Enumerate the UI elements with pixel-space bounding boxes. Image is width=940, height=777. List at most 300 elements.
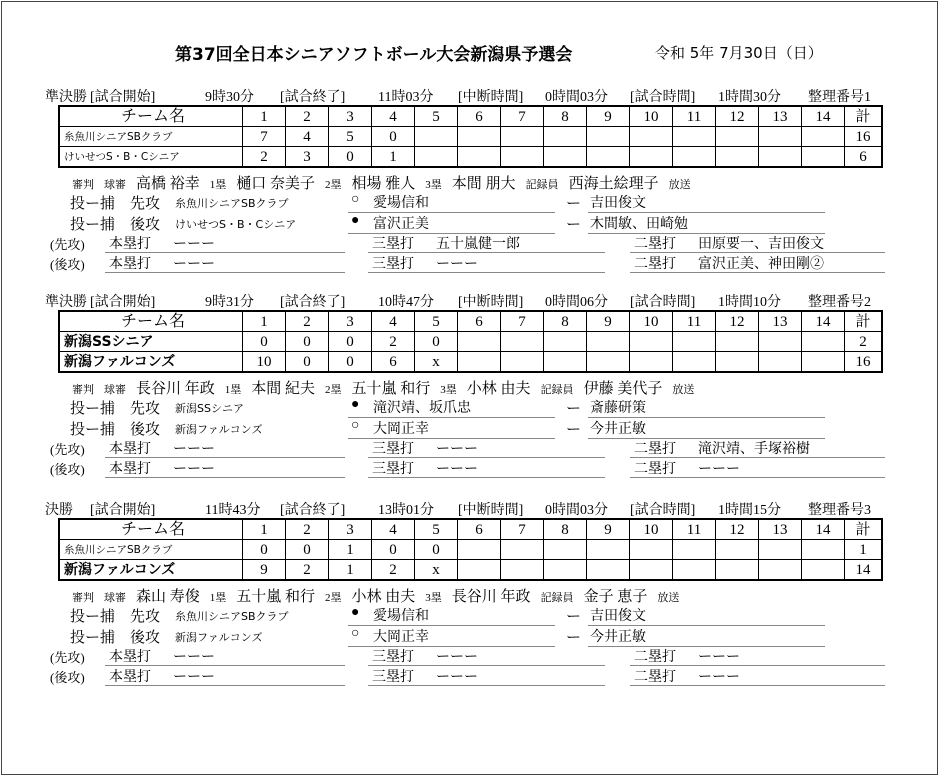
table-row (59, 147, 882, 168)
officials-row (72, 377, 694, 398)
inning-score (759, 540, 802, 560)
inning-header: 13 (759, 519, 802, 540)
home-run-label: 本塁打 (109, 462, 151, 477)
pitchers: 愛場信和 (373, 196, 429, 211)
inning-header: 8 (544, 106, 587, 127)
triple-players: ーーー (436, 442, 478, 457)
plate-umpire: 高橋 裕幸 (136, 176, 200, 192)
inning-score (587, 332, 630, 352)
inning-header: 14 (802, 311, 845, 332)
double-field (630, 646, 885, 666)
inning-score: 0 (286, 540, 329, 560)
triple-label: 三塁打 (372, 462, 414, 477)
home-run-players: ーーー (173, 462, 215, 477)
top-side-label: (先攻) (50, 237, 85, 252)
first-base-label: 1塁 (209, 592, 227, 604)
second-base-umpire: 小林 由夫 (351, 589, 416, 605)
scoreboard-table (58, 105, 883, 168)
page-title: 第37回全日本シニアソフトボール大会新潟県予選会 (175, 45, 573, 65)
inning-header: 9 (587, 519, 630, 540)
game-block (0, 291, 940, 491)
inning-score: 7 (243, 127, 286, 147)
start-label: [試合開始] (90, 503, 156, 518)
inning-score: 0 (243, 332, 286, 352)
catchers-field (588, 605, 825, 626)
catchers: 吉田俊文 (590, 609, 646, 624)
inning-score: 0 (286, 352, 329, 373)
inning-score (802, 127, 845, 147)
home-run-label: 本塁打 (109, 257, 151, 272)
game-block (0, 86, 940, 286)
second-base-label: 2塁 (325, 179, 342, 191)
triple-field (368, 438, 605, 458)
inning-score: 2 (243, 147, 286, 168)
home-run-field (105, 253, 345, 273)
inning-score (802, 540, 845, 560)
battery-team: 糸魚川シニアSBクラブ (175, 197, 289, 210)
inning-header: 6 (458, 311, 501, 332)
top-side-label: (先攻) (50, 442, 85, 457)
team-column-header: チーム名 (59, 519, 243, 540)
inning-score: 1 (329, 540, 372, 560)
triple-label: 三塁打 (372, 237, 414, 252)
battery-team: 糸魚川シニアSBクラブ (175, 610, 289, 623)
inning-score: 0 (329, 147, 372, 168)
inning-header: 4 (372, 106, 415, 127)
triple-label: 三塁打 (372, 670, 414, 685)
inning-score (415, 147, 458, 168)
total-score: 1 (845, 540, 883, 560)
inning-score: 0 (329, 332, 372, 352)
inning-header: 4 (372, 311, 415, 332)
plate-label: 球審 (104, 179, 126, 191)
third-base-umpire: 本間 朋大 (451, 176, 516, 192)
team-name: 新潟ファルコンズ (64, 561, 176, 578)
home-run-players: ーーー (173, 237, 215, 252)
inning-score (716, 560, 759, 581)
pitchers: 大岡正幸 (373, 422, 429, 437)
total-column-header: 計 (845, 519, 883, 540)
catchers-field (588, 192, 825, 213)
second-base-label: 2塁 (325, 592, 342, 604)
inning-score (587, 127, 630, 147)
start-label: [試合開始] (90, 90, 156, 105)
inning-score (587, 352, 630, 373)
inning-header: 7 (501, 311, 544, 332)
catchers-field (588, 213, 825, 234)
inning-score: 9 (243, 560, 286, 581)
inning-header: 10 (630, 106, 673, 127)
inning-score: 6 (372, 352, 415, 373)
home-run-label: 本塁打 (109, 442, 151, 457)
recorder-label: 記録員 (540, 592, 574, 604)
team-name: 糸魚川シニアSBクラブ (64, 544, 173, 556)
inning-header: 2 (286, 106, 329, 127)
table-row (59, 560, 882, 581)
team-name-cell (59, 560, 243, 581)
catchers: 今井正敏 (590, 422, 646, 437)
triple-players: ーーー (436, 670, 478, 685)
game-round: 準決勝 (45, 295, 87, 310)
broadcast-label: 放送 (657, 592, 680, 604)
scoreboard-table (58, 518, 883, 581)
catchers: 斎藤研策 (590, 401, 646, 416)
inning-header: 1 (243, 311, 286, 332)
inning-score (759, 560, 802, 581)
pause-time: 0時間03分 (545, 90, 608, 105)
inning-header: 3 (329, 519, 372, 540)
inning-score (673, 332, 716, 352)
battery-label: 投ー捕 (70, 401, 116, 417)
double-field (630, 233, 885, 253)
battery-label: 投ー捕 (70, 422, 116, 438)
catchers: 今井正敏 (590, 630, 646, 645)
inning-header: 12 (716, 106, 759, 127)
inning-header: 7 (501, 106, 544, 127)
pitchers-field (348, 626, 555, 647)
total-score: 6 (845, 147, 883, 168)
team-name-cell (59, 127, 243, 147)
double-label: 二塁打 (634, 650, 676, 665)
inning-header: 6 (458, 519, 501, 540)
team-name: 新潟SSシニア (64, 333, 154, 350)
game-number: 整理番号1 (808, 90, 871, 105)
start-time: 9時30分 (205, 90, 254, 105)
inning-header: 14 (802, 519, 845, 540)
pitchers-field (348, 397, 555, 418)
recorder-label: 記録員 (525, 179, 559, 191)
third-base-label: 3塁 (440, 384, 457, 396)
bottom-side-label: (後攻) (50, 462, 85, 477)
table-row (59, 332, 882, 352)
double-field (630, 438, 885, 458)
recorder-label: 記録員 (540, 384, 574, 396)
duration-label: [試合時間] (630, 503, 696, 518)
umpire-label: 審判 (72, 592, 94, 604)
inning-header: 14 (802, 106, 845, 127)
pitchers-field (348, 418, 555, 439)
battery-team: 新潟ファルコンズ (175, 423, 263, 436)
inning-score (458, 560, 501, 581)
inning-score (501, 352, 544, 373)
inning-score (716, 540, 759, 560)
inning-score (630, 352, 673, 373)
triple-field (368, 253, 605, 273)
battery-team: 新潟SSシニア (175, 402, 244, 415)
double-label: 二塁打 (634, 237, 676, 252)
win-mark-icon: ○ (351, 418, 360, 433)
pitchers: 富沢正美 (373, 217, 429, 232)
catchers-field (588, 626, 825, 647)
second-base-umpire: 相場 雅人 (351, 176, 416, 192)
pause-label: [中断時間] (458, 90, 524, 105)
inning-score (501, 332, 544, 352)
team-name-cell (59, 332, 243, 352)
pause-label: [中断時間] (458, 295, 524, 310)
triple-players: ーーー (436, 650, 478, 665)
home-run-label: 本塁打 (109, 650, 151, 665)
game-block (0, 499, 940, 699)
double-label: 二塁打 (634, 670, 676, 685)
inning-score (544, 127, 587, 147)
inning-score (501, 540, 544, 560)
inning-score: 0 (286, 332, 329, 352)
loss-mark-icon: ● (351, 213, 360, 228)
home-run-players: ーーー (173, 650, 215, 665)
inning-score (501, 147, 544, 168)
inning-header: 5 (415, 311, 458, 332)
total-score: 16 (845, 352, 883, 373)
pitchers: 大岡正幸 (373, 630, 429, 645)
plate-label: 球審 (104, 592, 126, 604)
third-base-umpire: 小林 由夫 (466, 381, 531, 397)
inning-score (802, 147, 845, 168)
battery-team: 新潟ファルコンズ (175, 631, 263, 644)
inning-score: 1 (372, 147, 415, 168)
win-mark-icon: ○ (351, 626, 360, 641)
inning-header: 4 (372, 519, 415, 540)
inning-score: 1 (329, 560, 372, 581)
pitchers: 愛場信和 (373, 609, 429, 624)
top-side-label: (先攻) (50, 650, 85, 665)
inning-score (802, 332, 845, 352)
inning-score (544, 560, 587, 581)
inning-score (673, 560, 716, 581)
second-base-umpire: 五十嵐 和行 (351, 381, 431, 397)
inning-score (501, 560, 544, 581)
inning-score (759, 147, 802, 168)
home-run-label: 本塁打 (109, 670, 151, 685)
battery-label: 投ー捕 (70, 630, 116, 646)
inning-score (759, 352, 802, 373)
first-base-umpire: 樋口 奈美子 (236, 176, 316, 192)
start-time: 9時31分 (205, 295, 254, 310)
battery-dash: ー (566, 401, 582, 417)
inning-score: 0 (415, 540, 458, 560)
table-row (59, 540, 882, 560)
home-run-players: ーーー (173, 670, 215, 685)
inning-score (458, 352, 501, 373)
catchers-field (588, 397, 825, 418)
loss-mark-icon: ● (351, 397, 360, 412)
inning-score (630, 560, 673, 581)
inning-score (673, 352, 716, 373)
triple-field (368, 458, 605, 478)
game-number: 整理番号3 (808, 503, 871, 518)
triple-field (368, 666, 605, 686)
inning-score (587, 560, 630, 581)
game-round: 決勝 (45, 503, 73, 518)
battery-label: 投ー捕 (70, 196, 116, 212)
table-row (59, 352, 882, 373)
table-header-row (59, 311, 882, 332)
inning-score (630, 540, 673, 560)
triple-players: ーーー (436, 257, 478, 272)
duration-time: 1時間30分 (718, 90, 781, 105)
inning-header: 3 (329, 106, 372, 127)
table-header-row (59, 519, 882, 540)
scoreboard-table (58, 310, 883, 373)
inning-score (458, 540, 501, 560)
team-column-header: チーム名 (59, 311, 243, 332)
pause-time: 0時間06分 (545, 295, 608, 310)
officials-row (72, 585, 679, 606)
inning-header: 2 (286, 519, 329, 540)
end-label: [試合終了] (280, 295, 346, 310)
bottom-label: 後攻 (130, 217, 161, 233)
battery-dash: ー (566, 217, 582, 233)
inning-score (587, 540, 630, 560)
pitchers: 滝沢靖、坂爪忠 (373, 401, 471, 416)
bottom-label: 後攻 (130, 422, 161, 438)
inning-score: 4 (286, 127, 329, 147)
team-name-cell (59, 352, 243, 373)
event-date: 令和 5年 7月30日（日） (655, 44, 823, 62)
catchers: 吉田俊文 (590, 196, 646, 211)
inning-header: 5 (415, 519, 458, 540)
total-column-header: 計 (845, 311, 883, 332)
inning-header: 2 (286, 311, 329, 332)
inning-header: 6 (458, 106, 501, 127)
inning-score: 3 (286, 147, 329, 168)
officials-row (72, 172, 691, 193)
inning-header: 13 (759, 311, 802, 332)
home-run-players: ーーー (173, 442, 215, 457)
first-base-umpire: 本間 紀夫 (251, 381, 316, 397)
home-run-field (105, 438, 345, 458)
team-column-header: チーム名 (59, 106, 243, 127)
umpire-label: 審判 (72, 179, 94, 191)
inning-header: 11 (673, 519, 716, 540)
third-base-label: 3塁 (425, 179, 442, 191)
inning-score: 0 (415, 332, 458, 352)
double-players: ーーー (698, 462, 740, 477)
start-label: [試合開始] (90, 295, 156, 310)
inning-score: 2 (372, 560, 415, 581)
third-base-umpire: 長谷川 年政 (451, 589, 531, 605)
start-time: 11時43分 (205, 503, 261, 518)
home-run-players: ーーー (173, 257, 215, 272)
recorder-name: 金子 恵子 (583, 589, 648, 605)
inning-score (716, 127, 759, 147)
inning-score (759, 127, 802, 147)
triple-players: 五十嵐健一郎 (436, 237, 520, 252)
end-time: 10時47分 (378, 295, 434, 310)
inning-score (458, 332, 501, 352)
duration-time: 1時間15分 (718, 503, 781, 518)
inning-header: 10 (630, 519, 673, 540)
inning-score: 0 (243, 540, 286, 560)
first-base-label: 1塁 (209, 179, 227, 191)
inning-score: 2 (286, 560, 329, 581)
inning-score (759, 332, 802, 352)
double-players: 富沢正美、神田剛② (698, 257, 824, 272)
triple-label: 三塁打 (372, 257, 414, 272)
battery-dash: ー (566, 609, 582, 625)
inning-score: 5 (329, 127, 372, 147)
inning-score (544, 352, 587, 373)
end-time: 11時03分 (378, 90, 434, 105)
catchers-field (588, 418, 825, 439)
home-run-field (105, 458, 345, 478)
pitchers-field (348, 605, 555, 626)
inning-score: 0 (372, 127, 415, 147)
inning-score (415, 127, 458, 147)
battery-dash: ー (566, 196, 582, 212)
triple-field (368, 646, 605, 666)
team-name-cell (59, 147, 243, 168)
battery-team: けいせつS・B・Cシニア (175, 218, 297, 231)
game-round: 準決勝 (45, 90, 87, 105)
recorder-name: 西海土絵理子 (568, 176, 659, 192)
double-players: ーーー (698, 650, 740, 665)
third-base-label: 3塁 (425, 592, 442, 604)
inning-header: 12 (716, 311, 759, 332)
team-name: 新潟ファルコンズ (64, 353, 176, 370)
team-name: 糸魚川シニアSBクラブ (64, 131, 173, 143)
inning-header: 11 (673, 311, 716, 332)
double-label: 二塁打 (634, 462, 676, 477)
double-players: 滝沢靖、手塚裕樹 (698, 442, 810, 457)
duration-time: 1時間10分 (718, 295, 781, 310)
inning-score (630, 127, 673, 147)
total-score: 2 (845, 332, 883, 352)
inning-score (673, 127, 716, 147)
inning-header: 3 (329, 311, 372, 332)
triple-label: 三塁打 (372, 650, 414, 665)
plate-umpire: 森山 寿俊 (136, 589, 200, 605)
first-base-umpire: 五十嵐 和行 (236, 589, 316, 605)
total-score: 14 (845, 560, 883, 581)
inning-header: 11 (673, 106, 716, 127)
end-label: [試合終了] (280, 503, 346, 518)
inning-header: 1 (243, 519, 286, 540)
end-label: [試合終了] (280, 90, 346, 105)
team-name-cell (59, 540, 243, 560)
broadcast-label: 放送 (672, 384, 695, 396)
inning-score (458, 147, 501, 168)
home-run-field (105, 666, 345, 686)
total-column-header: 計 (845, 106, 883, 127)
bottom-side-label: (後攻) (50, 670, 85, 685)
battery-dash: ー (566, 422, 582, 438)
inning-score (544, 332, 587, 352)
inning-score: x (415, 560, 458, 581)
total-score: 16 (845, 127, 883, 147)
bottom-side-label: (後攻) (50, 257, 85, 272)
team-name: けいせつS・B・Cシニア (64, 151, 180, 163)
first-base-label: 1塁 (224, 384, 242, 396)
inning-header: 10 (630, 311, 673, 332)
double-field (630, 458, 885, 478)
inning-score (501, 127, 544, 147)
inning-header: 7 (501, 519, 544, 540)
inning-header: 9 (587, 106, 630, 127)
inning-score (716, 147, 759, 168)
inning-score (458, 127, 501, 147)
plate-umpire: 長谷川 年政 (136, 381, 215, 397)
inning-score: 0 (329, 352, 372, 373)
inning-score (630, 147, 673, 168)
inning-score (802, 352, 845, 373)
double-players: ーーー (698, 670, 740, 685)
win-mark-icon: ○ (351, 192, 360, 207)
inning-header: 12 (716, 519, 759, 540)
pitchers-field (348, 192, 555, 213)
top-label: 先攻 (130, 196, 161, 212)
battery-label: 投ー捕 (70, 609, 116, 625)
top-label: 先攻 (130, 609, 161, 625)
